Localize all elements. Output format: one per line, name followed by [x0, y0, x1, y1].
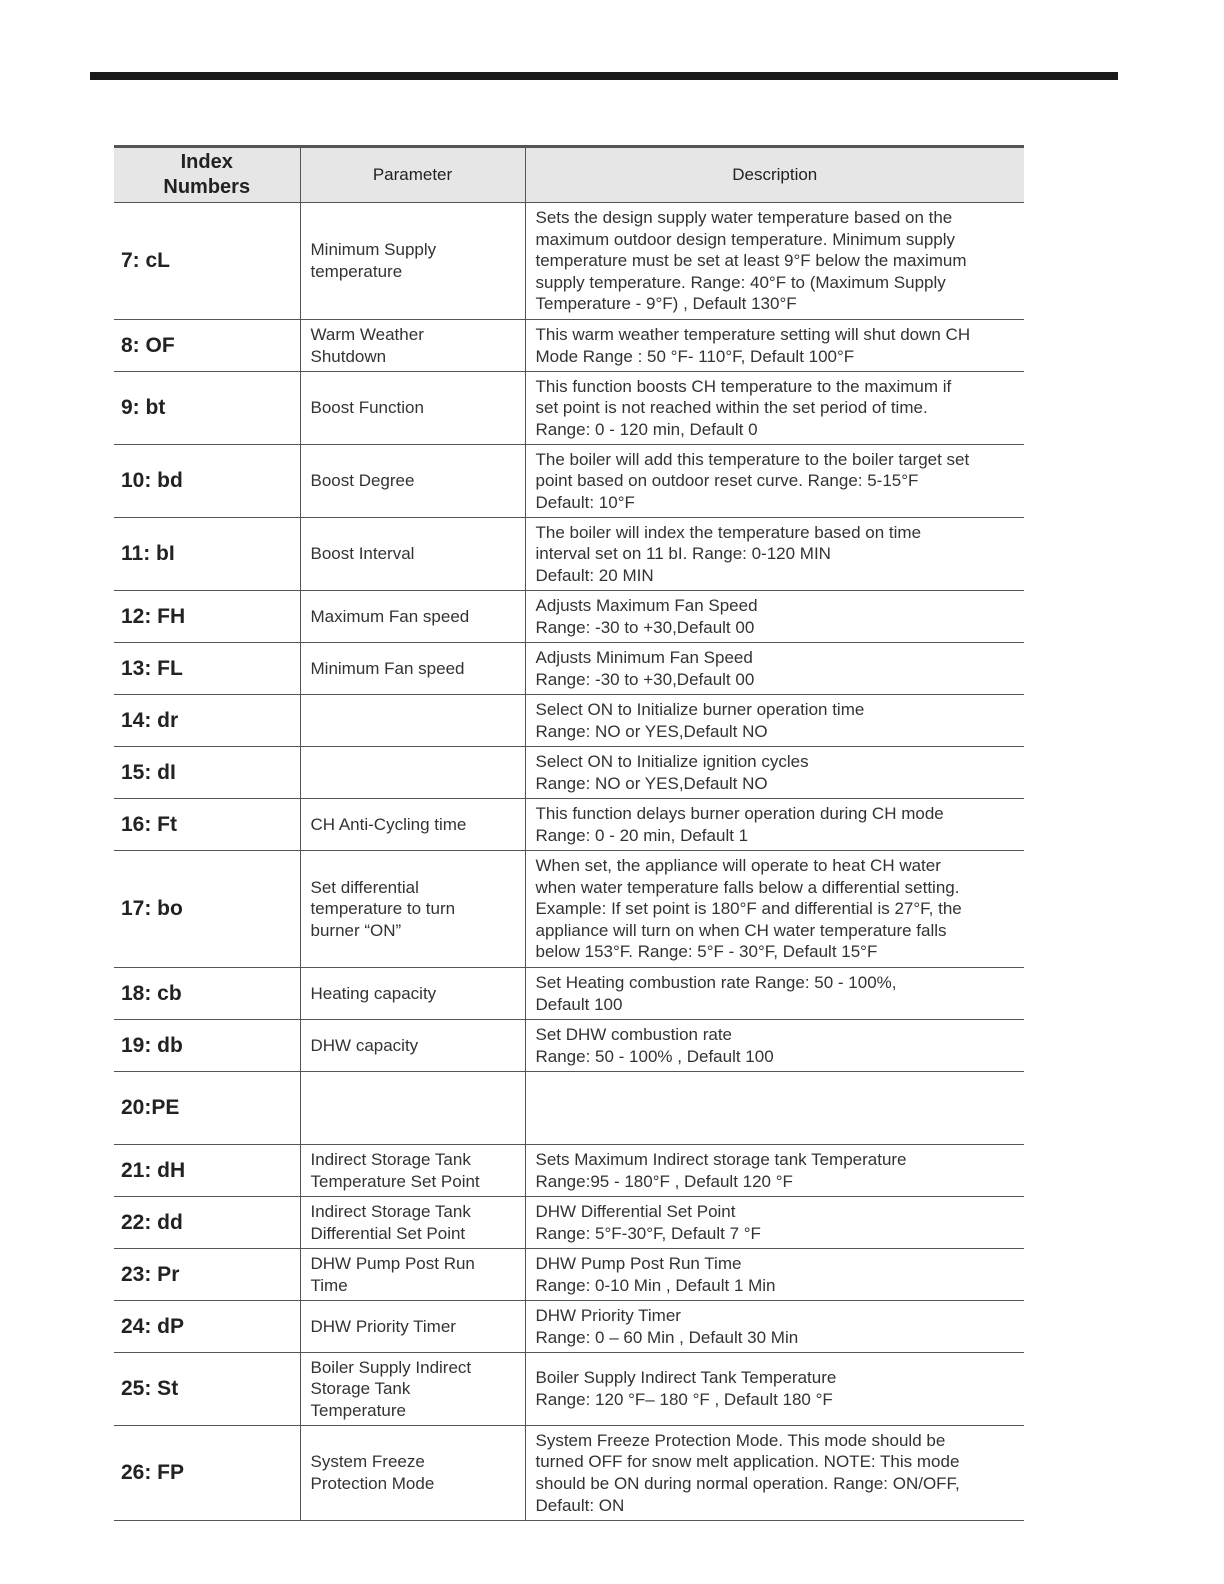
- row-description: Adjusts Maximum Fan Speed Range: -30 to +30,Default 00: [525, 591, 1024, 643]
- row-parameter: Set differential temperature to turn burner “ON”: [300, 851, 525, 968]
- row-parameter: Boost Degree: [300, 445, 525, 518]
- row-description: System Freeze Protection Mode. This mode should be turned OFF for snow melt application. NOTE: This mode should be ON during normal operation. Range: ON/OFF, Default: ON: [525, 1426, 1024, 1521]
- row-description: When set, the appliance will operate to heat CH water when water temperature falls below a differential setting. Example: If set point is 180°F and differential is 27°F, the appliance will turn on when CH water temperature falls below 153°F. Range: 5°F - 30°F, Default 15°F: [525, 851, 1024, 968]
- table-row: [114, 1020, 1024, 1072]
- row-parameter: DHW Pump Post Run Time: [300, 1249, 525, 1301]
- row-parameter: Minimum Supply temperature: [300, 203, 525, 320]
- row-parameter: DHW capacity: [300, 1020, 525, 1072]
- table-row: [114, 747, 1024, 799]
- table-row: [114, 643, 1024, 695]
- row-description: This function boosts CH temperature to the maximum if set point is not reached within the set period of time. Range: 0 - 120 min, Default 0: [525, 372, 1024, 445]
- header-description: Description: [525, 147, 1024, 203]
- row-description: Sets the design supply water temperature based on the maximum outdoor design temperature. Minimum supply temperature must be set at least 9°F below the maximum supply temperature. Range: 40°F to (Maximum Supply Temperature - 9°F) , Default 130°F: [525, 203, 1024, 320]
- table-row: [114, 695, 1024, 747]
- row-index-number: 8: OF: [114, 320, 300, 372]
- row-index-number: 16: Ft: [114, 799, 300, 851]
- row-index-number: 14: dr: [114, 695, 300, 747]
- table-header-row: [114, 147, 1024, 203]
- table-row: [114, 203, 1024, 320]
- row-index-number: 15: dI: [114, 747, 300, 799]
- table-row: [114, 445, 1024, 518]
- row-parameter: Indirect Storage Tank Temperature Set Point: [300, 1145, 525, 1197]
- row-parameter: Indirect Storage Tank Differential Set Point: [300, 1197, 525, 1249]
- header-parameter: Parameter: [300, 147, 525, 203]
- row-index-number: 7: cL: [114, 203, 300, 320]
- table-row: [114, 1353, 1024, 1426]
- row-index-number: 11: bI: [114, 518, 300, 591]
- row-parameter: [300, 1072, 525, 1145]
- row-index-number: 10: bd: [114, 445, 300, 518]
- row-parameter: Minimum Fan speed: [300, 643, 525, 695]
- table-row: [114, 1301, 1024, 1353]
- row-description: DHW Pump Post Run Time Range: 0-10 Min , Default 1 Min: [525, 1249, 1024, 1301]
- row-description: Boiler Supply Indirect Tank Temperature Range: 120 °F– 180 °F , Default 180 °F: [525, 1353, 1024, 1426]
- row-parameter: System Freeze Protection Mode: [300, 1426, 525, 1521]
- row-description: DHW Priority Timer Range: 0 – 60 Min , Default 30 Min: [525, 1301, 1024, 1353]
- table-row: [114, 518, 1024, 591]
- table-row: [114, 799, 1024, 851]
- table-row: [114, 1072, 1024, 1145]
- header-index-numbers: Index Numbers: [114, 147, 300, 203]
- row-description: The boiler will add this temperature to the boiler target set point based on outdoor reset curve. Range: 5-15°F Default: 10°F: [525, 445, 1024, 518]
- table-row: [114, 1145, 1024, 1197]
- table-row: [114, 1249, 1024, 1301]
- row-index-number: 12: FH: [114, 591, 300, 643]
- parameter-table: [114, 145, 1024, 1521]
- row-description: The boiler will index the temperature based on time interval set on 11 bI. Range: 0-120 MIN Default: 20 MIN: [525, 518, 1024, 591]
- table-row: [114, 591, 1024, 643]
- row-index-number: 24: dP: [114, 1301, 300, 1353]
- row-index-number: 26: FP: [114, 1426, 300, 1521]
- row-description: Select ON to Initialize burner operation time Range: NO or YES,Default NO: [525, 695, 1024, 747]
- table-row: [114, 372, 1024, 445]
- row-index-number: 22: dd: [114, 1197, 300, 1249]
- row-description: [525, 1072, 1024, 1145]
- row-parameter: Boost Interval: [300, 518, 525, 591]
- row-parameter: CH Anti-Cycling time: [300, 799, 525, 851]
- table-row: [114, 1426, 1024, 1521]
- row-index-number: 25: St: [114, 1353, 300, 1426]
- row-parameter: Boost Function: [300, 372, 525, 445]
- row-description: This warm weather temperature setting will shut down CH Mode Range : 50 °F- 110°F, Default 100°F: [525, 320, 1024, 372]
- row-index-number: 20:PE: [114, 1072, 300, 1145]
- row-description: DHW Differential Set Point Range: 5°F-30°F, Default 7 °F: [525, 1197, 1024, 1249]
- row-description: Sets Maximum Indirect storage tank Temperature Range:95 - 180°F , Default 120 °F: [525, 1145, 1024, 1197]
- row-parameter: Maximum Fan speed: [300, 591, 525, 643]
- row-index-number: 18: cb: [114, 968, 300, 1020]
- row-index-number: 13: FL: [114, 643, 300, 695]
- table-row: [114, 320, 1024, 372]
- top-rule: [90, 72, 1118, 80]
- row-parameter: Boiler Supply Indirect Storage Tank Temperature: [300, 1353, 525, 1426]
- row-index-number: 23: Pr: [114, 1249, 300, 1301]
- row-description: Set Heating combustion rate Range: 50 - 100%, Default 100: [525, 968, 1024, 1020]
- row-index-number: 17: bo: [114, 851, 300, 968]
- row-description: Set DHW combustion rate Range: 50 - 100% , Default 100: [525, 1020, 1024, 1072]
- row-description: Adjusts Minimum Fan Speed Range: -30 to +30,Default 00: [525, 643, 1024, 695]
- row-parameter: [300, 695, 525, 747]
- row-index-number: 21: dH: [114, 1145, 300, 1197]
- row-parameter: Warm Weather Shutdown: [300, 320, 525, 372]
- row-parameter: DHW Priority Timer: [300, 1301, 525, 1353]
- row-parameter: [300, 747, 525, 799]
- table-row: [114, 851, 1024, 968]
- row-index-number: 9: bt: [114, 372, 300, 445]
- row-description: This function delays burner operation during CH mode Range: 0 - 20 min, Default 1: [525, 799, 1024, 851]
- row-index-number: 19: db: [114, 1020, 300, 1072]
- row-parameter: Heating capacity: [300, 968, 525, 1020]
- table-row: [114, 1197, 1024, 1249]
- table-row: [114, 968, 1024, 1020]
- row-description: Select ON to Initialize ignition cycles Range: NO or YES,Default NO: [525, 747, 1024, 799]
